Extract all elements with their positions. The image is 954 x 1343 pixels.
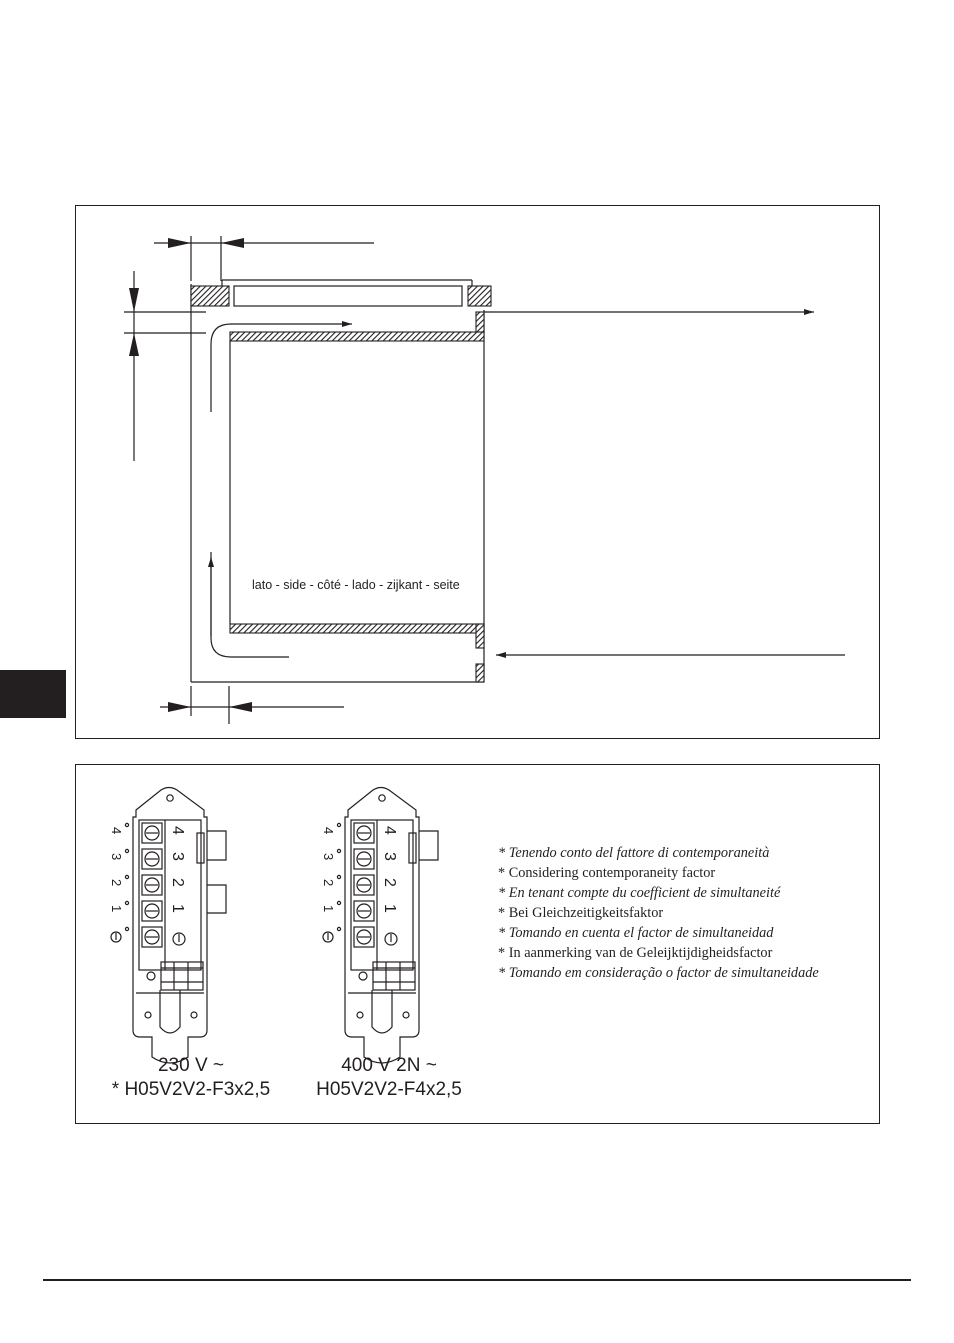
terminal-marker xyxy=(125,901,128,904)
terminal-marker xyxy=(337,875,340,878)
terminal-marker xyxy=(337,823,340,826)
mounting-hole xyxy=(191,1012,197,1018)
voltage-label: 400 V 2N ~ xyxy=(341,1055,437,1076)
dimension-arrow xyxy=(129,288,139,312)
section-tab xyxy=(0,670,66,718)
dimension-arrow xyxy=(221,238,244,248)
dimension-arrow xyxy=(168,702,191,712)
terminal-number: 4 xyxy=(169,826,186,835)
dimension-arrow xyxy=(129,333,139,356)
note-line: * Bei Gleichzeitigkeitsfaktor xyxy=(498,905,664,921)
caption-230v xyxy=(81,1054,301,1102)
terminal-marker xyxy=(125,849,128,852)
mounting-hole xyxy=(167,795,173,801)
note-line: * En tenant compte du coefficient de simultaneité xyxy=(498,885,781,901)
terminal-number: 3 xyxy=(321,853,336,861)
terminal-marker xyxy=(337,849,340,852)
terminal-number: 3 xyxy=(109,853,124,861)
terminal-number: 1 xyxy=(169,904,186,913)
cable-entry xyxy=(372,990,392,1033)
terminal-bridge xyxy=(419,831,438,860)
mounting-hole xyxy=(403,1012,409,1018)
terminal-number: 1 xyxy=(109,905,124,913)
rear-panel-bottom xyxy=(476,624,484,648)
dimension-arrow xyxy=(168,238,191,248)
terminal-number: 2 xyxy=(381,878,398,887)
note-line: * In aanmerking van de Geleijktijdigheidsfactor xyxy=(498,945,773,961)
rear-panel-low xyxy=(476,664,484,682)
airflow-path-bottom xyxy=(211,552,289,657)
terminal-number: 4 xyxy=(109,827,124,835)
clamp-screw xyxy=(359,972,367,980)
voltage-label: 230 V ~ xyxy=(157,1055,225,1076)
terminal-number: 1 xyxy=(381,904,398,913)
rear-panel-top xyxy=(476,312,484,332)
terminal-number: 1 xyxy=(321,905,336,913)
note-line: * Tomando en cuenta el factor de simultaneidad xyxy=(498,925,774,941)
oven-top-panel xyxy=(230,332,484,341)
cable-entry xyxy=(160,990,180,1033)
worktop-section-left xyxy=(191,286,229,306)
terminal-block-230v xyxy=(109,788,226,1064)
mounting-hole xyxy=(379,795,385,801)
terminal-number: 2 xyxy=(321,879,336,887)
terminal-block-400v xyxy=(321,788,438,1064)
terminal-bridge xyxy=(207,831,226,860)
terminal-marker xyxy=(337,901,340,904)
footer-rule xyxy=(43,1279,911,1281)
side-label: lato - side - côté - lado - zijkant - seite xyxy=(252,578,460,592)
note-line: * Tomando em consideração o factor de simultaneidade xyxy=(498,965,819,981)
mounting-hole xyxy=(145,1012,151,1018)
oven-bottom-panel xyxy=(230,624,484,633)
terminal-number: 4 xyxy=(321,827,336,835)
note-line: * Considering contemporaneity factor xyxy=(498,865,716,881)
terminal-bridge xyxy=(207,885,226,913)
worktop-section-right xyxy=(468,286,491,306)
mounting-hole xyxy=(357,1012,363,1018)
caption-400v xyxy=(299,1054,479,1102)
simultaneity-notes xyxy=(498,843,819,983)
terminal-number: 3 xyxy=(381,852,398,861)
terminal-marker xyxy=(125,875,128,878)
cable-label: * H05V2V2-F3x2,5 xyxy=(111,1079,271,1100)
terminal-number: 2 xyxy=(109,879,124,887)
terminal-marker xyxy=(125,823,128,826)
note-line: * Tenendo conto del fattore di contemporaneità xyxy=(498,845,770,861)
installation-diagram xyxy=(76,206,881,740)
cable-clamp xyxy=(373,962,415,990)
dimension-arrow xyxy=(229,702,252,712)
terminal-marker xyxy=(337,927,340,930)
cable-clamp xyxy=(161,962,203,990)
cable-label: H05V2V2-F4x2,5 xyxy=(316,1079,462,1100)
terminal-number: 3 xyxy=(169,852,186,861)
installation-diagram-frame xyxy=(75,205,880,739)
terminal-block-frame xyxy=(75,764,880,1124)
hob-cutout xyxy=(234,286,462,306)
clamp-screw xyxy=(147,972,155,980)
terminal-marker xyxy=(125,927,128,930)
terminal-number: 2 xyxy=(169,878,186,887)
terminal-number: 4 xyxy=(381,826,398,835)
